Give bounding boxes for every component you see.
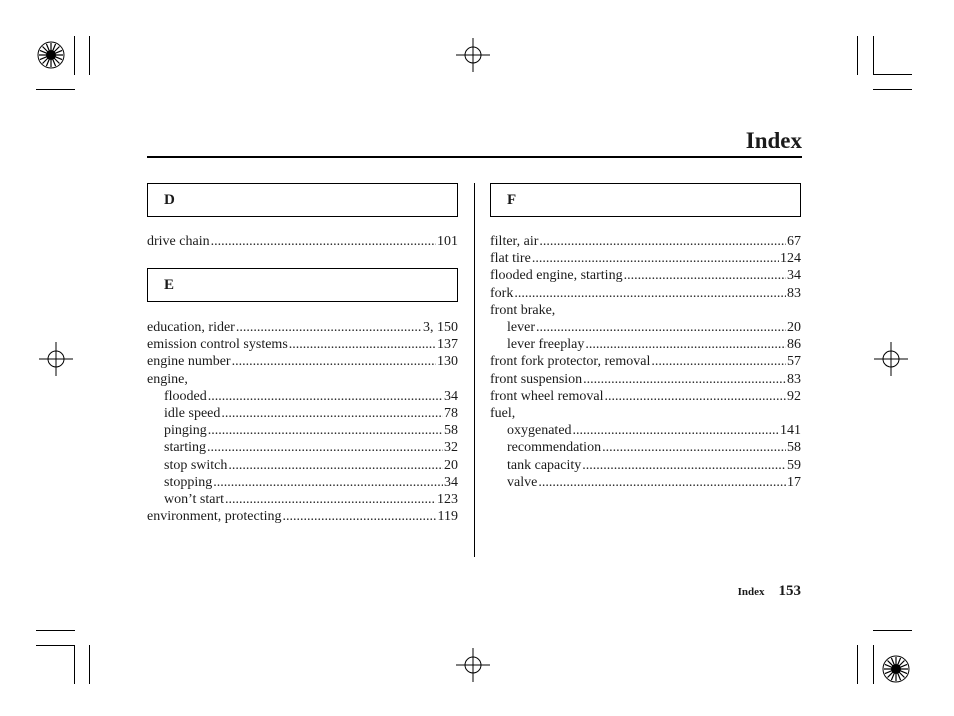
entry-text: fork	[490, 285, 514, 301]
index-entry	[490, 388, 801, 405]
column-divider	[474, 183, 475, 557]
page-title: Index	[745, 128, 802, 153]
entry-page: 124	[780, 251, 801, 267]
index-entry	[490, 250, 801, 267]
dot-leader	[236, 319, 422, 336]
index-subentry	[147, 457, 458, 474]
dot-leader	[605, 388, 786, 405]
entry-text: stopping	[164, 474, 213, 490]
entry-page: 34	[444, 388, 458, 404]
section-d-entries	[147, 233, 458, 250]
index-subentry	[490, 457, 801, 474]
registration-mark-icon	[456, 648, 490, 682]
entry-page: 123	[437, 492, 458, 508]
entry-page: 20	[787, 320, 801, 336]
entry-page: 20	[444, 457, 458, 473]
entry-text: flooded	[164, 388, 207, 404]
registration-mark-icon	[456, 38, 490, 72]
dot-leader	[536, 319, 786, 336]
index-subentry	[147, 388, 458, 405]
entry-page: 83	[787, 371, 801, 387]
entry-text: idle speed	[164, 406, 221, 422]
index-subentry	[147, 491, 458, 508]
entry-text: oxygenated	[507, 423, 572, 439]
entry-text: lever freeplay	[507, 337, 585, 353]
entry-page: 34	[787, 268, 801, 284]
dot-leader	[221, 405, 443, 422]
dot-leader	[232, 353, 436, 370]
section-header-e	[147, 268, 458, 302]
dot-leader	[208, 388, 443, 405]
dot-leader	[532, 250, 779, 267]
index-entry	[147, 336, 458, 353]
entry-text: flat tire	[490, 251, 531, 267]
index-entry	[490, 233, 801, 250]
dot-leader	[283, 508, 437, 525]
registration-mark-icon	[39, 342, 73, 376]
entry-text: filter, air	[490, 234, 539, 249]
dot-leader	[585, 336, 786, 353]
dot-leader	[573, 422, 779, 439]
entry-text: engine number	[147, 354, 231, 370]
entry-text: drive chain	[147, 234, 210, 249]
entry-page: 57	[787, 354, 801, 370]
registration-mark-icon	[874, 342, 908, 376]
entry-page: 92	[787, 388, 801, 404]
index-group-heading: engine,	[147, 371, 188, 387]
entry-page: 119	[437, 509, 458, 525]
section-letter: E	[164, 277, 175, 293]
index-group-heading: front brake,	[490, 302, 556, 318]
entry-text: front wheel removal	[490, 388, 604, 404]
entry-text: emission control systems	[147, 337, 288, 353]
entry-page: 34	[444, 474, 458, 490]
index-entry	[147, 353, 458, 370]
index-subentry	[490, 319, 801, 336]
section-e-entries	[147, 319, 458, 525]
index-entry	[147, 508, 458, 525]
dot-leader	[602, 439, 786, 456]
dot-leader	[228, 457, 443, 474]
entry-page: 58	[787, 440, 801, 456]
index-subentry	[147, 439, 458, 456]
section-f-entries	[490, 233, 801, 491]
entry-page: 3, 150	[423, 320, 458, 335]
dot-leader	[582, 457, 786, 474]
footer-section-label: Index	[737, 586, 765, 598]
dot-leader	[624, 267, 786, 284]
index-entry	[147, 319, 458, 336]
index-entry	[147, 233, 458, 250]
index-subentry	[147, 474, 458, 491]
entry-page: 59	[787, 457, 801, 473]
entry-text: lever	[507, 320, 535, 336]
section-letter: F	[507, 192, 517, 208]
entry-text: recommendation	[507, 440, 602, 456]
dot-leader	[583, 371, 786, 388]
entry-text: tank capacity	[507, 457, 582, 473]
index-subentry	[490, 474, 801, 491]
index-subentry	[490, 422, 801, 439]
dot-leader	[213, 474, 443, 491]
index-subentry	[490, 336, 801, 353]
section-header-f	[490, 183, 801, 217]
section-letter: D	[164, 192, 175, 208]
entry-page: 101	[437, 234, 458, 249]
dot-leader	[539, 233, 786, 250]
title-rule	[147, 156, 802, 158]
entry-text: stop switch	[164, 457, 228, 473]
index-subentry	[147, 405, 458, 422]
dot-leader	[538, 474, 786, 491]
entry-page: 137	[437, 337, 458, 353]
entry-page: 83	[787, 285, 801, 301]
index-entry	[490, 371, 801, 388]
section-header-d	[147, 183, 458, 217]
entry-text: won’t start	[164, 492, 225, 508]
sunburst-target-icon	[881, 654, 911, 684]
page-number: 153	[778, 583, 801, 599]
entry-page: 86	[787, 337, 801, 353]
entry-text: pinging	[164, 423, 207, 439]
index-entry	[490, 285, 801, 302]
index-subentry	[490, 439, 801, 456]
dot-leader	[514, 285, 786, 302]
entry-text: environment, protecting	[147, 509, 282, 525]
entry-page: 130	[437, 354, 458, 370]
entry-text: front suspension	[490, 371, 583, 387]
entry-page: 58	[444, 423, 458, 439]
index-subentry	[147, 422, 458, 439]
dot-leader	[207, 439, 443, 456]
sunburst-target-icon	[36, 40, 66, 70]
entry-text: education, rider	[147, 320, 235, 335]
entry-text: valve	[507, 474, 538, 490]
dot-leader	[211, 233, 436, 250]
dot-leader	[225, 491, 436, 508]
dot-leader	[208, 422, 443, 439]
entry-page: 141	[780, 423, 801, 439]
entry-page: 78	[444, 406, 458, 422]
entry-text: flooded engine, starting	[490, 268, 623, 284]
entry-page: 17	[787, 474, 801, 490]
index-entry	[490, 267, 801, 284]
index-group-heading: fuel,	[490, 406, 516, 422]
dot-leader	[289, 336, 436, 353]
entry-page: 32	[444, 440, 458, 456]
entry-page: 67	[787, 234, 801, 249]
entry-text: front fork protector, removal	[490, 354, 651, 370]
index-entry	[490, 353, 801, 370]
page-footer	[738, 582, 801, 600]
dot-leader	[651, 353, 786, 370]
entry-text: starting	[164, 440, 206, 456]
